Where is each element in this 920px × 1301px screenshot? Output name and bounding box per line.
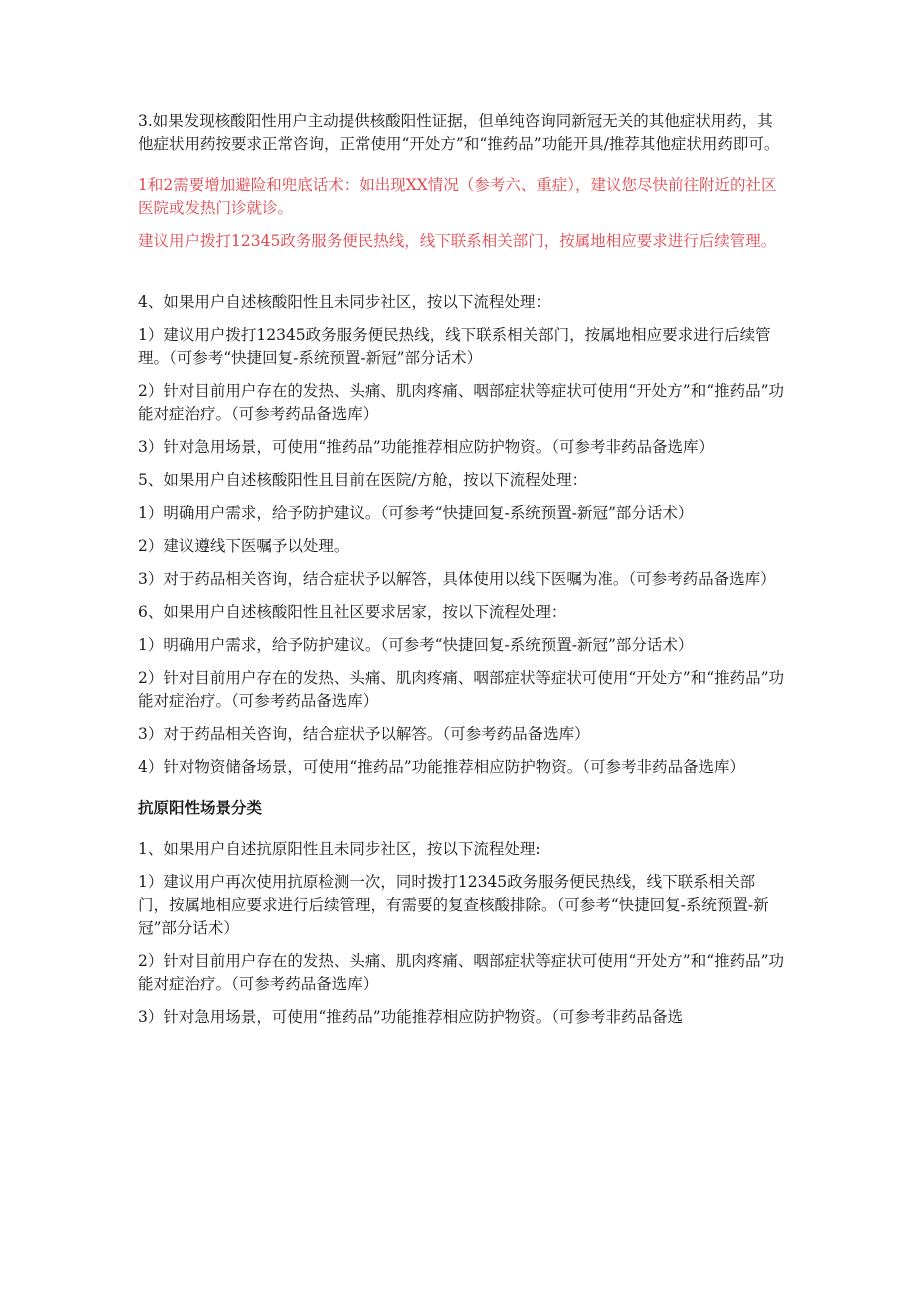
antigen-1-item-1: 1）建议用户再次使用抗原检测一次，同时拨打12345政务服务便民热线，线下联系相关部门，按属地相应要求进行后续管理，有需要的复查核酸排除。（可参考“快捷回复-系统预置-新冠”部分话术） (138, 873, 769, 937)
document-page (138, 110, 786, 1039)
section-5-item-3: 3）对于药品相关咨询，结合症状予以解答，具体使用以线下医嘱为准。（可参考药品备选库） (138, 570, 776, 588)
section-5-title: 5、如果用户自述核酸阳性且目前在医院/方舱，按以下流程处理： (138, 471, 588, 489)
section-6-item-1: 1）明确用户需求，给予防护建议。（可参考“快捷回复-系统预置-新冠”部分话术） (138, 636, 694, 654)
section-4-title: 4、如果用户自述核酸阳性且未同步社区，按以下流程处理： (138, 293, 551, 311)
antigen-1-title: 1、如果用户自述抗原阳性且未同步社区，按以下流程处理: (138, 840, 541, 858)
antigen-section-heading: 抗原阳性场景分类 (138, 799, 263, 817)
antigen-1-item-3: 3）针对急用场景，可使用“推药品”功能推荐相应防护物资。（可参考非药品备选 (138, 1008, 683, 1026)
section-6-item-3: 3）对于药品相关咨询，结合症状予以解答。（可参考药品备选库） (138, 725, 590, 743)
section-6-title: 6、如果用户自述核酸阳性且社区要求居家，按以下流程处理： (138, 603, 567, 621)
section-5-item-2: 2）建议遵线下医嘱予以处理。 (138, 537, 350, 555)
section-4-item-3: 3）针对急用场景，可使用“推药品”功能推荐相应防护物资。（可参考非药品备选库） (138, 438, 714, 456)
section-6-item-2: 2）针对目前用户存在的发热、头痛、肌肉疼痛、咽部症状等症状可使用“开处方”和“推药品”功能对症治疗。（可参考药品备选库） (138, 669, 785, 710)
antigen-1-item-2: 2）针对目前用户存在的发热、头痛、肌肉疼痛、咽部症状等症状可使用“开处方”和“推药品”功能对症治疗。（可参考药品备选库） (138, 952, 785, 993)
section-4-item-2: 2）针对目前用户存在的发热、头痛、肌肉疼痛、咽部症状等症状可使用“开处方”和“推药品”功能对症治疗。（可参考药品备选库） (138, 382, 785, 423)
section-6-item-4: 4）针对物资储备场景，可使用“推药品”功能推荐相应防护物资。（可参考非药品备选库） (138, 758, 745, 776)
risk-note-2: 建议用户拨打12345政务服务便民热线，线下联系相关部门，按属地相应要求进行后续管理。 (138, 232, 777, 250)
paragraph-3: 3.如果发现核酸阳性用户主动提供核酸阳性证据，但单纯咨询同新冠无关的其他症状用药，其他症状用药按要求正常咨询，正常使用“开处方”和“推药品”功能开具/推荐其他症状用药即可。 (138, 112, 780, 153)
risk-note-1: 1和2需要增加避险和兜底话术：如出现XX情况（参考六、重症），建议您尽快前往附近的社区医院或发热门诊就诊。 (138, 176, 777, 217)
section-5-item-1: 1）明确用户需求，给予防护建议。（可参考“快捷回复-系统预置-新冠”部分话术） (138, 504, 694, 522)
section-4-item-1: 1）建议用户拨打12345政务服务便民热线，线下联系相关部门，按属地相应要求进行后续管理。（可参考“快捷回复-系统预置-新冠”部分话术） (138, 326, 771, 367)
